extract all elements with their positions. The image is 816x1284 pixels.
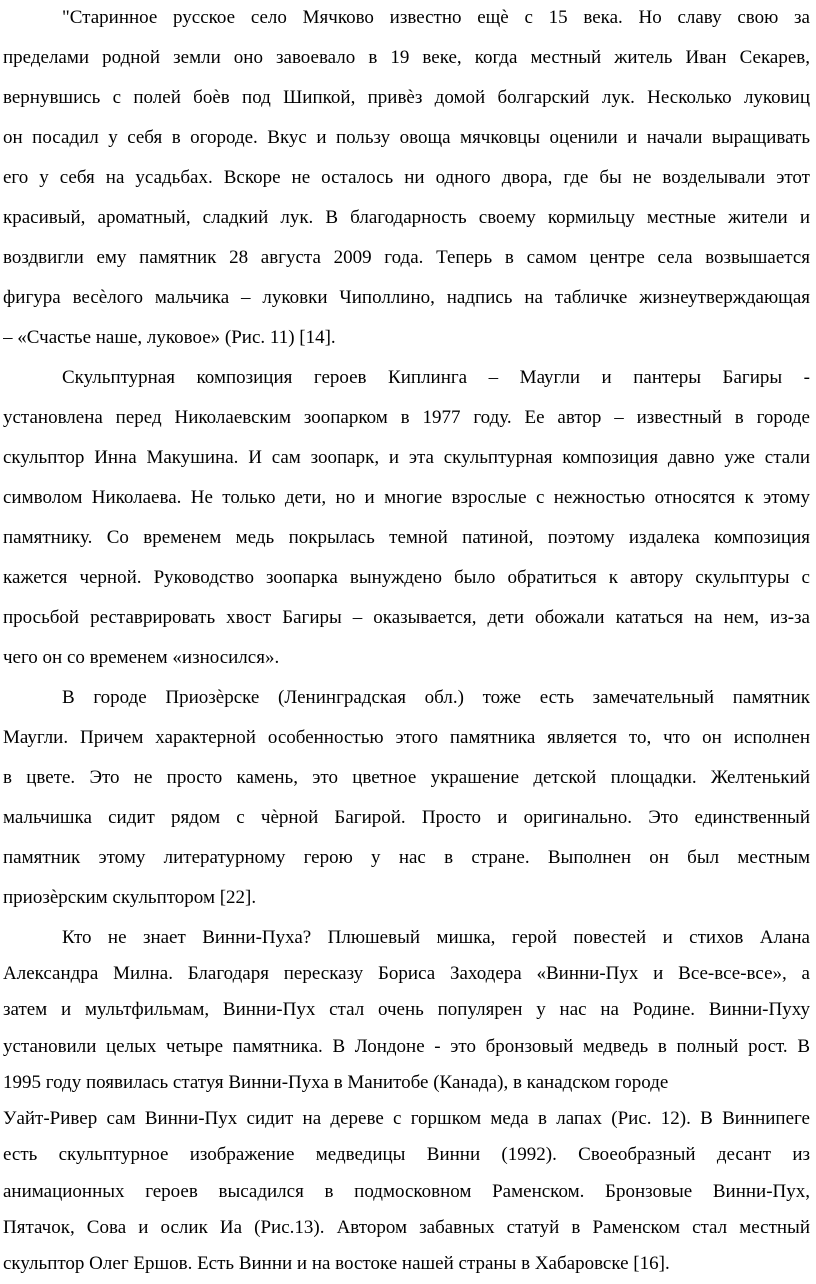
text-line: кажется черной. Руководство зоопарка вынуждено было обратиться к автору скульптуры с [3, 567, 810, 588]
text-line: Скульптурная композиция героев Киплинга – Маугли и пантеры Багиры - [62, 367, 810, 388]
text-line: красивый, ароматный, сладкий лук. В благодарность своему кормильцу местные жители и [3, 207, 810, 228]
text-line: скульптор Инна Макушина. И сам зоопарк, и эта скульптурная композиция давно уже стали [3, 447, 810, 468]
text-line: установили целых четыре памятника. В Лондоне - это бронзовый медведь в полный рост. В [3, 1035, 810, 1057]
text-line: его у себя на усадьбах. Вскоре не осталось ни одного двора, где бы не возделывали этот [3, 167, 810, 188]
text-line: 1995 году появилась статуя Винни-Пуха в Манитобе (Канада), в канадском городе [3, 1071, 669, 1093]
text-line: "Старинное русское село Мячково известно ещѐ с 15 века. Но славу свою за [62, 7, 810, 28]
text-line: – «Счастье наше, луковое» (Рис. 11) [14]. [3, 327, 336, 348]
text-line: приозѐрским скульптором [22]. [3, 887, 257, 908]
text-line: Маугли. Причем характерной особенностью этого памятника является то, что он исполнен [3, 727, 810, 748]
text-line: пределами родной земли оно завоевало в 19 веке, когда местный житель Иван Секарев, [3, 47, 810, 68]
text-line: скульптор Олег Ершов. Есть Винни и на востоке нашей страны в Хабаровске [16]. [3, 1253, 670, 1274]
text-line: фигура весѐлого мальчика – луковки Чиполлино, надпись на табличке жизнеутверждающая [3, 287, 810, 308]
text-line: памятнику. Со временем медь покрылась темной патиной, поэтому издалека композиция [3, 527, 810, 548]
text-line: Уайт-Ривер сам Винни-Пух сидит на дереве с горшком меда в лапах (Рис. 12). В Виннипеге [3, 1108, 810, 1130]
text-line: просьбой реставрировать хвост Багиры – оказывается, дети обожали кататься на нем, из-за [3, 607, 810, 628]
text-line: есть скульптурное изображение медведицы Винни (1992). Своеобразный десант из [3, 1144, 810, 1166]
text-line: чего он со временем «износился». [3, 647, 280, 668]
text-line: воздвигли ему памятник 28 августа 2009 года. Теперь в самом центре села возвышается [3, 247, 810, 268]
text-line: анимационных героев высадился в подмосковном Раменском. Бронзовые Винни-Пух, [3, 1180, 810, 1202]
text-line: затем и мультфильмам, Винни-Пух стал очень популярен у нас на Родине. Винни-Пуху [3, 999, 810, 1021]
text-line: В городе Приозѐрске (Ленинградская обл.) тоже есть замечательный памятник [62, 687, 810, 708]
text-line: мальчишка сидит рядом с чѐрной Багирой. Просто и оригинально. Это единственный [3, 807, 810, 828]
text-line: символом Николаева. Не только дети, но и многие взрослые с нежностью относятся к этому [3, 487, 810, 508]
text-line: он посадил у себя в огороде. Вкус и пользу овоща мячковцы оценили и начали выращивать [3, 127, 810, 148]
text-line: Александра Милна. Благодаря пересказу Бориса Заходера «Винни-Пух и Все-все-все», а [3, 963, 810, 985]
text-line: установлена перед Николаевским зоопарком в 1977 году. Ее автор – известный в городе [3, 407, 810, 428]
text-line: в цвете. Это не просто камень, это цветное украшение детской площадки. Желтенький [3, 767, 810, 788]
text-line: вернувшись с полей боѐв под Шипкой, привѐз домой болгарский лук. Несколько луковиц [3, 87, 810, 108]
text-line: Пятачок, Сова и ослик Иа (Рис.13). Автором забавных статуй в Раменском стал местный [3, 1216, 810, 1238]
text-line: памятник этому литературному герою у нас в стране. Выполнен он был местным [3, 847, 810, 868]
text-line: Кто не знает Винни-Пуха? Плюшевый мишка, герой повестей и стихов Алана [62, 927, 810, 948]
